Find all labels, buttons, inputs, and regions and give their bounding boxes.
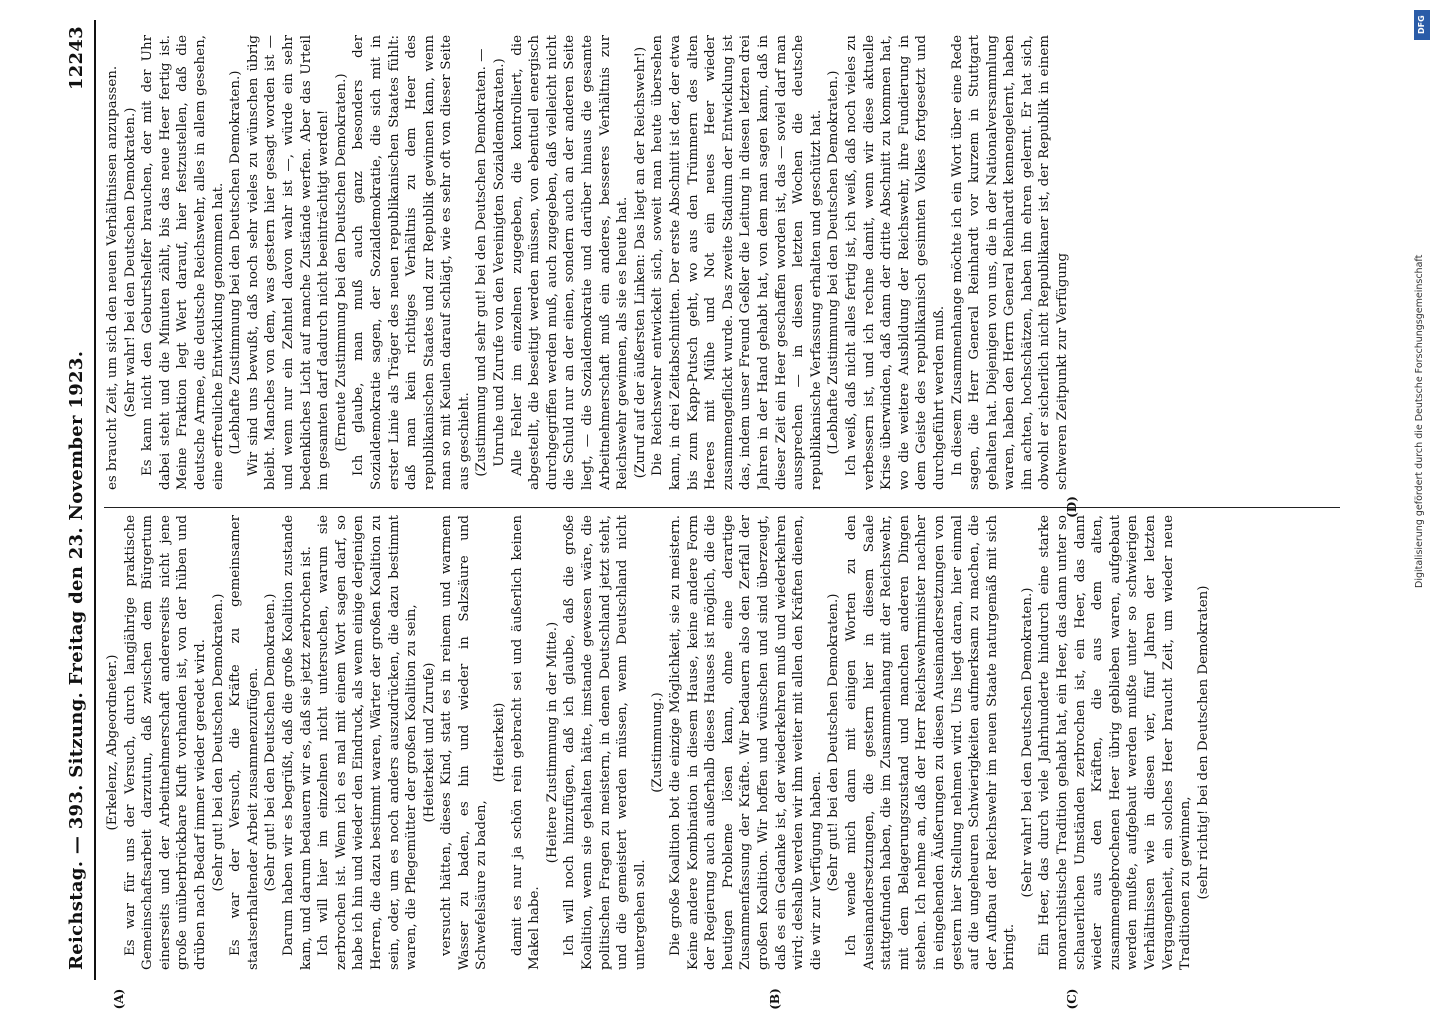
paragraph: Es kann nicht den Geburtshelfer brauchen, der mit der Uhr dabei steht und die Minuten zählt, bis das neue Heer fertig ist. Meine Fraktion legt Wert darauf, hier festzustellen, daß die deutsche Armee, die deutsche Reichswehr, alles in allem gesehen, eine erfreuliche Entwicklung genommen hat. [140, 35, 226, 490]
margin-marker-b: (B) [768, 988, 782, 1010]
paragraph: Ein Heer, das durch viele Jahrhunderte hindurch eine starke monarchistische Tradition gehabt hat, ein Heer, das dann unter so schauerlichen Umständen zerbrochen ist, ein Heer, das dann wieder aus den Kräften, die aus dem alten, zusammengebrochenen Heer übrig geblieben waren, aufgebaut werden mußte, aufgebaut werden mußte unter so schwierigen Verhältnissen wie in diesen vier, fünf Jahren der letzten Vergangenheit, ein solches Heer braucht Zeit, um wieder neue Traditionen zu gewinnen, [1037, 515, 1194, 970]
page-number: 12243 [66, 26, 87, 91]
paragraph: Ich weiß, daß nicht alles fertig ist, ich weiß, daß noch vieles zu verbessern ist, und ich rechne damit, wenn wir diese aktuelle Krise überwinden, daß dann der dritte Abschnitt zu kommen hat, wo die weitere Ausbildung der Reichswehr, ihre Fundierung in dem Geiste des republikanisch gesinnten Volkes fortgesetzt und durchgeführt werden muß. [843, 35, 947, 490]
interjection: (Sehr gut! bei den Deutschen Demokraten.) [826, 593, 842, 892]
right-column [104, 35, 1344, 490]
interjection: (Zuruf auf der äußersten Linken: Das liegt an der Reichswehr!) [632, 46, 648, 479]
digitization-sidebar [1412, 8, 1432, 998]
paragraph: Ich wende mich dann mit einigen Worten zu den Auseinandersetzungen, die gestern hier in diesem Saale stattgefunden haben, die im Zusammenhang mit der Reichswehr, mit dem Belagerungszustand und manchen anderen Dingen stehen. Ich nehme an, daß der Herr Reichswehrminister nachher in eingehenden Äußerungen zu diesen Auseinandersetzungen von gestern hier Stellung nehmen wird. Uns liegt daran, hier einmal auf die ungeheuren Schwierigkeiten aufmerksam zu machen, die der Aufbau der Reichswehr im neuen Staate naturgemäß mit sich bringt. [843, 515, 1018, 970]
paragraph: Es war der Versuch, die Kräfte zu gemeinsamer staatserhaltender Arbeit zusammenzufügen. [228, 515, 261, 970]
column-divider [104, 507, 1340, 508]
interjection: (Lebhafte Zustimmung bei den Deutschen Demokraten.) [826, 70, 842, 455]
margin-marker-c: (C) [1065, 988, 1079, 1010]
paragraph: damit es nur ja schön rein gebracht sei und äußerlich keinen Makel habe. [509, 515, 543, 970]
paragraph: In diesem Zusammenhange möchte ich ein Wort über eine Rede sagen, die Herr General Reinhardt vor kurzem in Stuttgart gehalten hat. Diejenigen von uns, die in der Nationalversammlung waren, haben den Herrn General Reinhardt kennengelernt, haben ihn achten, hochschätzen, haben ihn ehren gelernt. Er hat sich, obwohl er sicherlich nicht Republikaner ist, der Republik in einem schweren Zeitpunkt zur Verfügung [949, 35, 1071, 490]
interjection: (Sehr wahr! bei den Deutschen Demokraten.) [122, 107, 138, 418]
paragraph: Ich will noch hinzufügen, daß ich glaube, daß die große Koalition, wenn sie gehalten hätte, imstande gewesen wäre, die politischen Fragen zu meistern, in denen Deutschland jetzt steht, und die gemeistert werden müssen, wenn Deutschland nicht untergehen soll. [562, 515, 648, 970]
dfg-logo: DFG [1414, 10, 1430, 40]
interjection: (Sehr gut! bei den Deutschen Demokraten.) [263, 593, 279, 892]
paragraph: Die große Koalition bot die einzige Möglichkeit, sie zu meistern. Keine andere Kombination in diesem Hause, keine andere Form der Regierung auch außerhalb dieses Hauses ist möglich, die die heutigen Probleme lösen kann, ohne eine derartige Zusammenfassung der Kräfte. Wir bedauern also den Zerfall der großen Koalition. Wir hoffen und wünschen und sind überzeugt, daß es ein Gedanke ist, der wiederkehren muß und wiederkehren wird; deshalb werden wir ihm weiter mit allen den Kräften dienen, die wir zur Verfügung haben. [668, 515, 824, 970]
interjection: (Heiterkeit und Zurufe) [421, 662, 437, 823]
interjection: (Sehr gut! bei den Deutschen Demokraten.) [210, 593, 226, 892]
interjection: (Zustimmung.) [650, 692, 666, 793]
interjection: (sehr richtig! bei den Deutschen Demokraten) [1195, 585, 1211, 900]
margin-marker-a: (A) [112, 988, 126, 1010]
paragraph: Es war für uns der Versuch, durch langjährige praktische Gemeinschaftsarbeit darzutun, daß zwischen dem Bürgertum einerseits und der Arbeitnehmerschaft andererseits nicht jene große unüberbrückbare Kluft vorhanden ist, von der hüben und drüben nach Bedarf immer wieder geredet wird. [122, 515, 208, 970]
paragraph: Die Reichswehr entwickelt sich, soweit man heute übersehen kann, in drei Zeitabschnitten. Der erste Abschnitt ist der, der etwa bis zum Kapp-Putsch geht, wo aus den Trümmern des alten Heeres mit Mühe und Not ein neues Heer wieder zusammengeflickt wurde. Das zweite Stadium der Entwicklung ist das, indem unser Freund Geßler die Leitung in diesen letzten drei Jahren in der Hand gehabt hat, von dem man sagen kann, daß in dieser Zeit ein Heer geschaffen worden ist, das — soviel darf man aussprechen — in diesen letzten Wochen die deutsche republikanische Verfassung erhalten und geschützt hat. [650, 35, 824, 490]
paragraph: Ich glaube, man muß auch ganz besonders der Sozialdemokratie sagen, der Sozialdemokratie, die sich mit in erster Linie als Träger des neuen republikanischen Staates fühlt: daß man kein richtiges Verhältnis zu dem Heer des republikanischen Staates und zur Republik gewinnen kann, wenn man so mit Keulen darauf schlägt, wie es sehr oft von dieser Seite aus geschieht. [351, 35, 472, 490]
interjection: (Erkelenz, Abgeordneter.) [105, 654, 120, 831]
digitization-credit: Digitalisierung gefördert durch die Deutsche Forschungsgemeinschaft [1414, 254, 1425, 588]
paragraph: Ich will hier im einzelnen nicht untersuchen, warum sie zerbrochen ist. Wenn ich es mal mit einem Wort sagen darf, so habe ich hin und wieder den Eindruck, als wenn einige derjenigen Herren, die dazu bestimmt waren, Wärter der großen Koalition zu sein, oder, um es noch anders auszudrücken, die dazu bestimmt waren, die Pflegemütter der großen Koalition zu sein, [316, 515, 420, 970]
page-header [60, 20, 96, 980]
paragraph: versucht hätten, dieses Kind, statt es in reinem und warmem Wasser zu baden, es hin und wieder in Salzsäure und Schwefelsäure zu baden, [439, 515, 490, 970]
margin-marker-d: (D) [1065, 496, 1079, 518]
interjection: (Heiterkeit) [492, 702, 508, 783]
left-column [104, 515, 1344, 970]
header-title: Reichstag. — 393. Sitzung. Freitag den 23. November 1923. [66, 350, 87, 970]
paragraph: Alle Fehler im einzelnen zugegeben, die kontrolliert, die abgestellt, die beseitigt werden müssen, von ebentuell energisch durchgegriffen werden muß, auch zugegeben, daß vielleicht nicht die Schuld nur an der einen, sondern auch an der anderen Seite liegt, — die Sozialdemokratie und darüber hinaus die gesamte Arbeitnehmerschaft muß ein anderes, besseres Verhältnis zur Reichswehr gewinnen, als sie es heute hat. [509, 35, 631, 490]
interjection: (Erneute Zustimmung bei den Deutschen Demokraten.) [333, 73, 349, 452]
rotated-document [60, 20, 1360, 1010]
paragraph: Darum haben wir es begrüßt, daß die große Koalition zustande kam, und darum bedauern wir es, daß sie jetzt zerbrochen ist. [280, 515, 314, 970]
paragraph: Wir sind uns bewußt, daß noch sehr vieles zu wünschen übrig bleibt. Manches von dem, was gestern hier gesagt worden ist — und wenn nur ein Zehntel davon wahr ist —, würde ein sehr bedenkliches Licht auf manche Zustände werfen. Aber das Urteil im gesamten darf dadurch nicht beeinträchtigt werden! [245, 35, 332, 490]
interjection: (Heitere Zustimmung in der Mitte.) [544, 621, 560, 864]
interjection: (Zustimmung und sehr gut! bei den Deutschen Demokraten. — Unruhe und Zurufe von den Vereinigten Sozialdemokraten.) [474, 48, 508, 477]
interjection: (Lebhafte Zustimmung bei den Deutschen Demokraten.) [228, 70, 244, 455]
interjection: (Sehr wahr! bei den Deutschen Demokraten.) [1019, 587, 1035, 898]
paragraph: es braucht Zeit, um sich den neuen Verhältnissen anzupassen. [105, 65, 120, 490]
